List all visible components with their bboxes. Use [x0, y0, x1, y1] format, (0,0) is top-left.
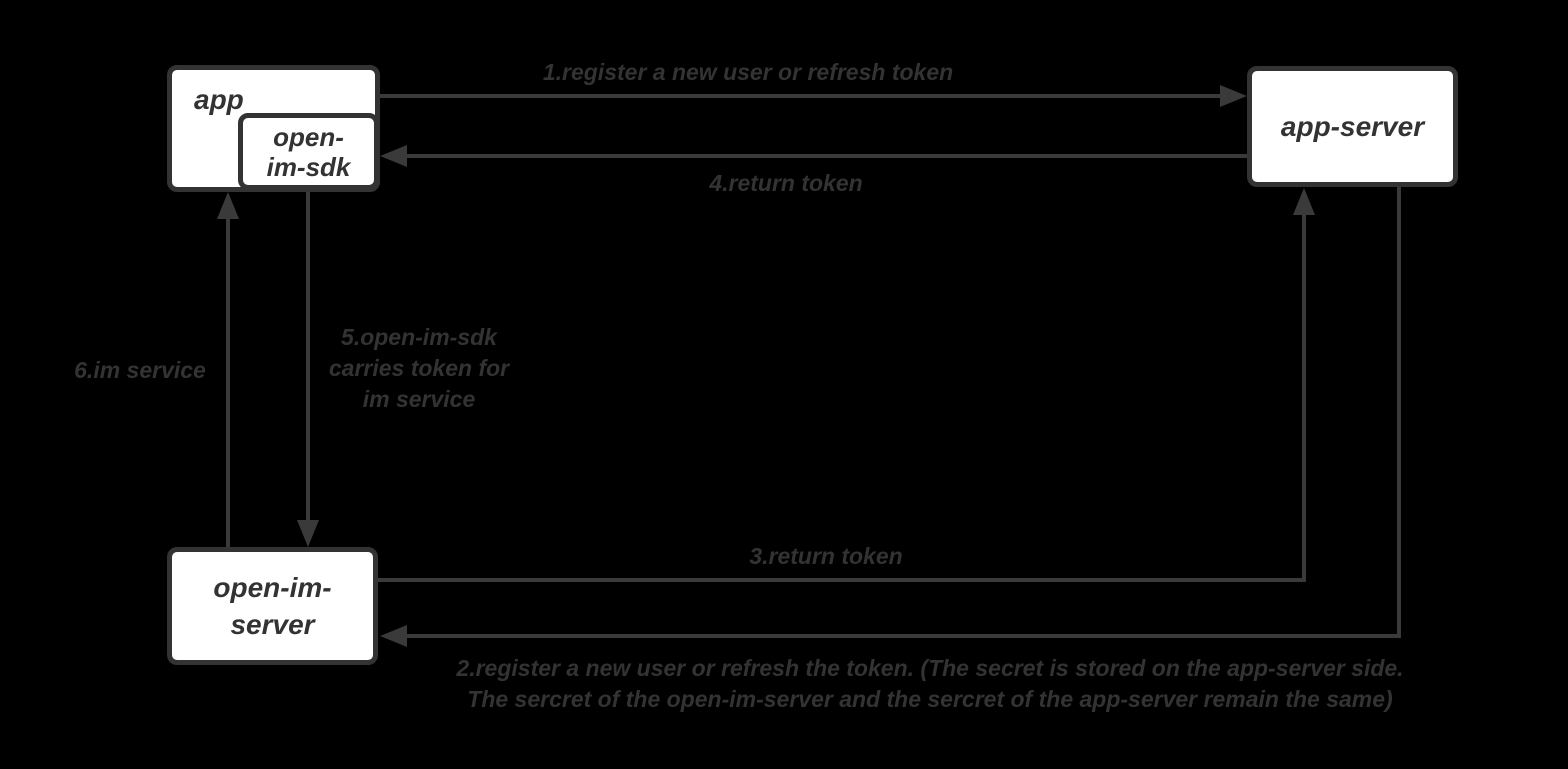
node-open-im-sdk-label-line1: open-	[273, 121, 344, 152]
node-app-server	[1247, 66, 1458, 187]
edge-5-carries-token-label-line1: 5.open-im-sdk	[341, 324, 497, 350]
edge-2-register-label-line2: The sercret of the open-im-server and the sercret of the app-server remain the same)	[467, 686, 1393, 712]
edge-3-return-token-label: 3.return token	[749, 543, 903, 569]
node-open-im-server	[167, 547, 378, 665]
edge-3-return-token-arrow	[378, 188, 1315, 580]
edge-5-carries-token-label-line3: im service	[362, 386, 476, 412]
edge-5-carries-token-arrow	[297, 190, 319, 547]
edge-2-register-label	[456, 653, 1403, 715]
edge-1-register-arrow	[380, 85, 1247, 107]
node-open-im-server-label-line2: server	[230, 609, 315, 640]
edge-4-return-token-arrow	[380, 145, 1247, 167]
edge-6-im-service-arrow	[217, 192, 239, 547]
edge-5-carries-token-label-line2: carries token for	[328, 355, 510, 381]
edge-4-return-token-label: 4.return token	[709, 170, 863, 196]
node-open-im-sdk-label-line2: im-sdk	[266, 151, 351, 182]
node-open-im-server-label-line1: open-im-	[213, 572, 332, 603]
edge-5-carries-token-label	[329, 322, 509, 415]
edge-1-register-label: 1.register a new user or refresh token	[542, 59, 954, 85]
node-app-label: app	[194, 84, 244, 115]
edge-6-im-service-label: 6.im service	[74, 357, 206, 383]
edge-2-register-label-line1: 2.register a new user or refresh the token. (The secret is stored on the app-server side.	[456, 655, 1404, 681]
node-app-server-label: app-server	[1280, 110, 1425, 142]
node-open-im-sdk	[238, 113, 379, 190]
